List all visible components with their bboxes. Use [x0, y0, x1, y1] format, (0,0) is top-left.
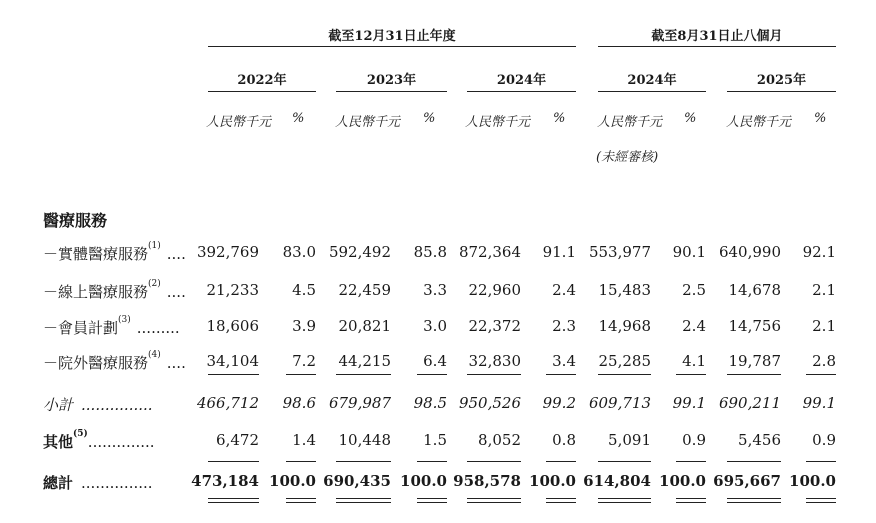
total-top-rule [336, 461, 391, 462]
total-double-rule [467, 498, 521, 499]
amount-cell: 44,215 [338, 352, 391, 370]
total-double-rule [336, 498, 391, 499]
amount-cell: 15,483 [598, 281, 651, 299]
row-label: －線上醫療服務$^{(2)}$ .... [43, 279, 186, 301]
row-label: －會員計劃$^{(3)}$ ......... [43, 315, 180, 337]
subtotal-rule [467, 374, 521, 375]
amount-cell: 25,285 [598, 352, 651, 370]
amount-cell: 19,787 [728, 352, 781, 370]
amount-cell: 640,990 [718, 243, 781, 261]
row-label-total: 總計 ............... [43, 474, 153, 492]
percent-cell: 2.4 [552, 281, 576, 299]
pct-label-2022: % [292, 111, 305, 126]
percent-cell: 2.3 [552, 317, 576, 335]
unaudited-note: (未經審核) [596, 150, 659, 165]
percent-cell: 6.4 [423, 352, 447, 370]
subtotal-rule [417, 374, 447, 375]
percent-cell: 99.1 [802, 394, 836, 412]
subtotal-rule [336, 374, 391, 375]
percent-cell: 4.5 [292, 281, 316, 299]
percent-cell: 3.0 [423, 317, 447, 335]
total-top-rule [676, 461, 706, 462]
subtotal-rule [546, 374, 576, 375]
pct-label-2024-8m: % [684, 111, 697, 126]
total-double-rule [546, 498, 576, 499]
total-double-rule [208, 502, 259, 503]
unit-label-2022: 人民幣千元 [206, 115, 272, 130]
year-header-2024-8m: 2024年 [627, 73, 677, 88]
subtotal-rule [676, 374, 706, 375]
year-rule-2025-8m [727, 91, 836, 92]
amount-cell: 10,448 [338, 431, 391, 449]
total-top-rule [417, 461, 447, 462]
year-rule-2022 [208, 91, 316, 92]
percent-cell: 2.5 [682, 281, 706, 299]
percent-cell: 92.1 [802, 243, 836, 261]
percent-cell: 2.1 [812, 317, 836, 335]
total-double-rule [598, 498, 651, 499]
percent-cell: 0.8 [552, 431, 576, 449]
total-double-rule [208, 498, 259, 499]
amount-cell: 872,364 [458, 243, 521, 261]
unit-label-2024-8m: 人民幣千元 [597, 115, 663, 130]
row-label: －實體醫療服務$^{(1)}$ .... [43, 241, 186, 263]
amount-cell: 5,456 [738, 431, 781, 449]
percent-cell: 7.2 [292, 352, 316, 370]
percent-cell: 90.1 [672, 243, 706, 261]
percent-cell: 3.4 [552, 352, 576, 370]
amount-cell: 14,678 [728, 281, 781, 299]
amount-cell: 958,578 [453, 472, 521, 490]
percent-cell: 0.9 [812, 431, 836, 449]
year-header-2025-8m: 2025年 [756, 73, 807, 88]
amount-cell: 690,211 [718, 394, 781, 412]
percent-cell: 100.0 [529, 472, 576, 490]
amount-cell: 950,526 [458, 394, 521, 412]
subtotal-rule [727, 374, 781, 375]
amount-cell: 22,960 [468, 281, 521, 299]
amount-cell: 18,606 [206, 317, 259, 335]
amount-cell: 14,968 [598, 317, 651, 335]
amount-cell: 5,091 [608, 431, 651, 449]
percent-cell: 85.8 [413, 243, 447, 261]
year-rule-2023 [336, 91, 447, 92]
amount-cell: 614,804 [583, 472, 651, 490]
amount-cell: 6,472 [216, 431, 259, 449]
amount-cell: 22,459 [338, 281, 391, 299]
amount-cell: 466,712 [196, 394, 259, 412]
amount-cell: 553,977 [588, 243, 651, 261]
year-header-2023: 2023年 [366, 73, 417, 88]
total-double-rule [727, 498, 781, 499]
header-group-years-rule [208, 46, 576, 47]
section-title: 醫療服務 [43, 211, 108, 230]
total-double-rule [417, 502, 447, 503]
total-double-rule [806, 498, 836, 499]
percent-cell: 2.4 [682, 317, 706, 335]
year-rule-2024 [467, 91, 576, 92]
unit-label-2024: 人民幣千元 [465, 115, 531, 130]
percent-cell: 100.0 [400, 472, 447, 490]
year-rule-2024-8m [598, 91, 706, 92]
total-top-rule [208, 461, 259, 462]
percent-cell: 0.9 [682, 431, 706, 449]
subtotal-rule [208, 374, 259, 375]
amount-cell: 609,713 [588, 394, 651, 412]
amount-cell: 695,667 [713, 472, 781, 490]
percent-cell: 100.0 [789, 472, 836, 490]
row-label-other: 其他$^{(5)}$.............. [43, 429, 155, 451]
total-top-rule [598, 461, 651, 462]
percent-cell: 98.5 [413, 394, 447, 412]
pct-label-2025-8m: % [814, 111, 827, 126]
amount-cell: 392,769 [196, 243, 259, 261]
amount-cell: 473,184 [191, 472, 259, 490]
total-double-rule [806, 502, 836, 503]
unit-label-2025-8m: 人民幣千元 [726, 115, 792, 130]
total-top-rule [467, 461, 521, 462]
total-top-rule [546, 461, 576, 462]
subtotal-rule [806, 374, 836, 375]
total-double-rule [286, 502, 316, 503]
total-top-rule [286, 461, 316, 462]
percent-cell: 100.0 [269, 472, 316, 490]
total-double-rule [467, 502, 521, 503]
unit-label-2023: 人民幣千元 [335, 115, 401, 130]
total-top-rule [727, 461, 781, 462]
amount-cell: 679,987 [328, 394, 391, 412]
percent-cell: 2.1 [812, 281, 836, 299]
amount-cell: 8,052 [478, 431, 521, 449]
percent-cell: 83.0 [282, 243, 316, 261]
percent-cell: 3.3 [423, 281, 447, 299]
header-group-years: 截至12月31日止年度 [328, 29, 456, 44]
percent-cell: 4.1 [682, 352, 706, 370]
amount-cell: 592,492 [328, 243, 391, 261]
subtotal-rule [598, 374, 651, 375]
total-double-rule [336, 502, 391, 503]
amount-cell: 20,821 [338, 317, 391, 335]
pct-label-2024: % [553, 111, 566, 126]
amount-cell: 22,372 [468, 317, 521, 335]
amount-cell: 32,830 [468, 352, 521, 370]
percent-cell: 99.1 [672, 394, 706, 412]
subtotal-rule [286, 374, 316, 375]
header-group-months: 截至8月31日止八個月 [651, 29, 783, 44]
percent-cell: 100.0 [659, 472, 706, 490]
total-double-rule [286, 498, 316, 499]
pct-label-2023: % [423, 111, 436, 126]
row-label: －院外醫療服務$^{(4)}$ .... [43, 350, 186, 372]
percent-cell: 1.4 [292, 431, 316, 449]
percent-cell: 3.9 [292, 317, 316, 335]
total-double-rule [676, 502, 706, 503]
total-double-rule [598, 502, 651, 503]
row-label-subtotal: 小計 ............... [43, 396, 153, 414]
amount-cell: 21,233 [206, 281, 259, 299]
percent-cell: 91.1 [542, 243, 576, 261]
amount-cell: 34,104 [206, 352, 259, 370]
percent-cell: 1.5 [423, 431, 447, 449]
total-top-rule [806, 461, 836, 462]
percent-cell: 99.2 [542, 394, 576, 412]
amount-cell: 690,435 [323, 472, 391, 490]
total-double-rule [727, 502, 781, 503]
total-double-rule [417, 498, 447, 499]
year-header-2024: 2024年 [496, 73, 547, 88]
year-header-2022: 2022年 [237, 73, 287, 88]
total-double-rule [546, 502, 576, 503]
amount-cell: 14,756 [728, 317, 781, 335]
percent-cell: 2.8 [812, 352, 836, 370]
percent-cell: 98.6 [282, 394, 316, 412]
header-group-months-rule [598, 46, 836, 47]
total-double-rule [676, 498, 706, 499]
